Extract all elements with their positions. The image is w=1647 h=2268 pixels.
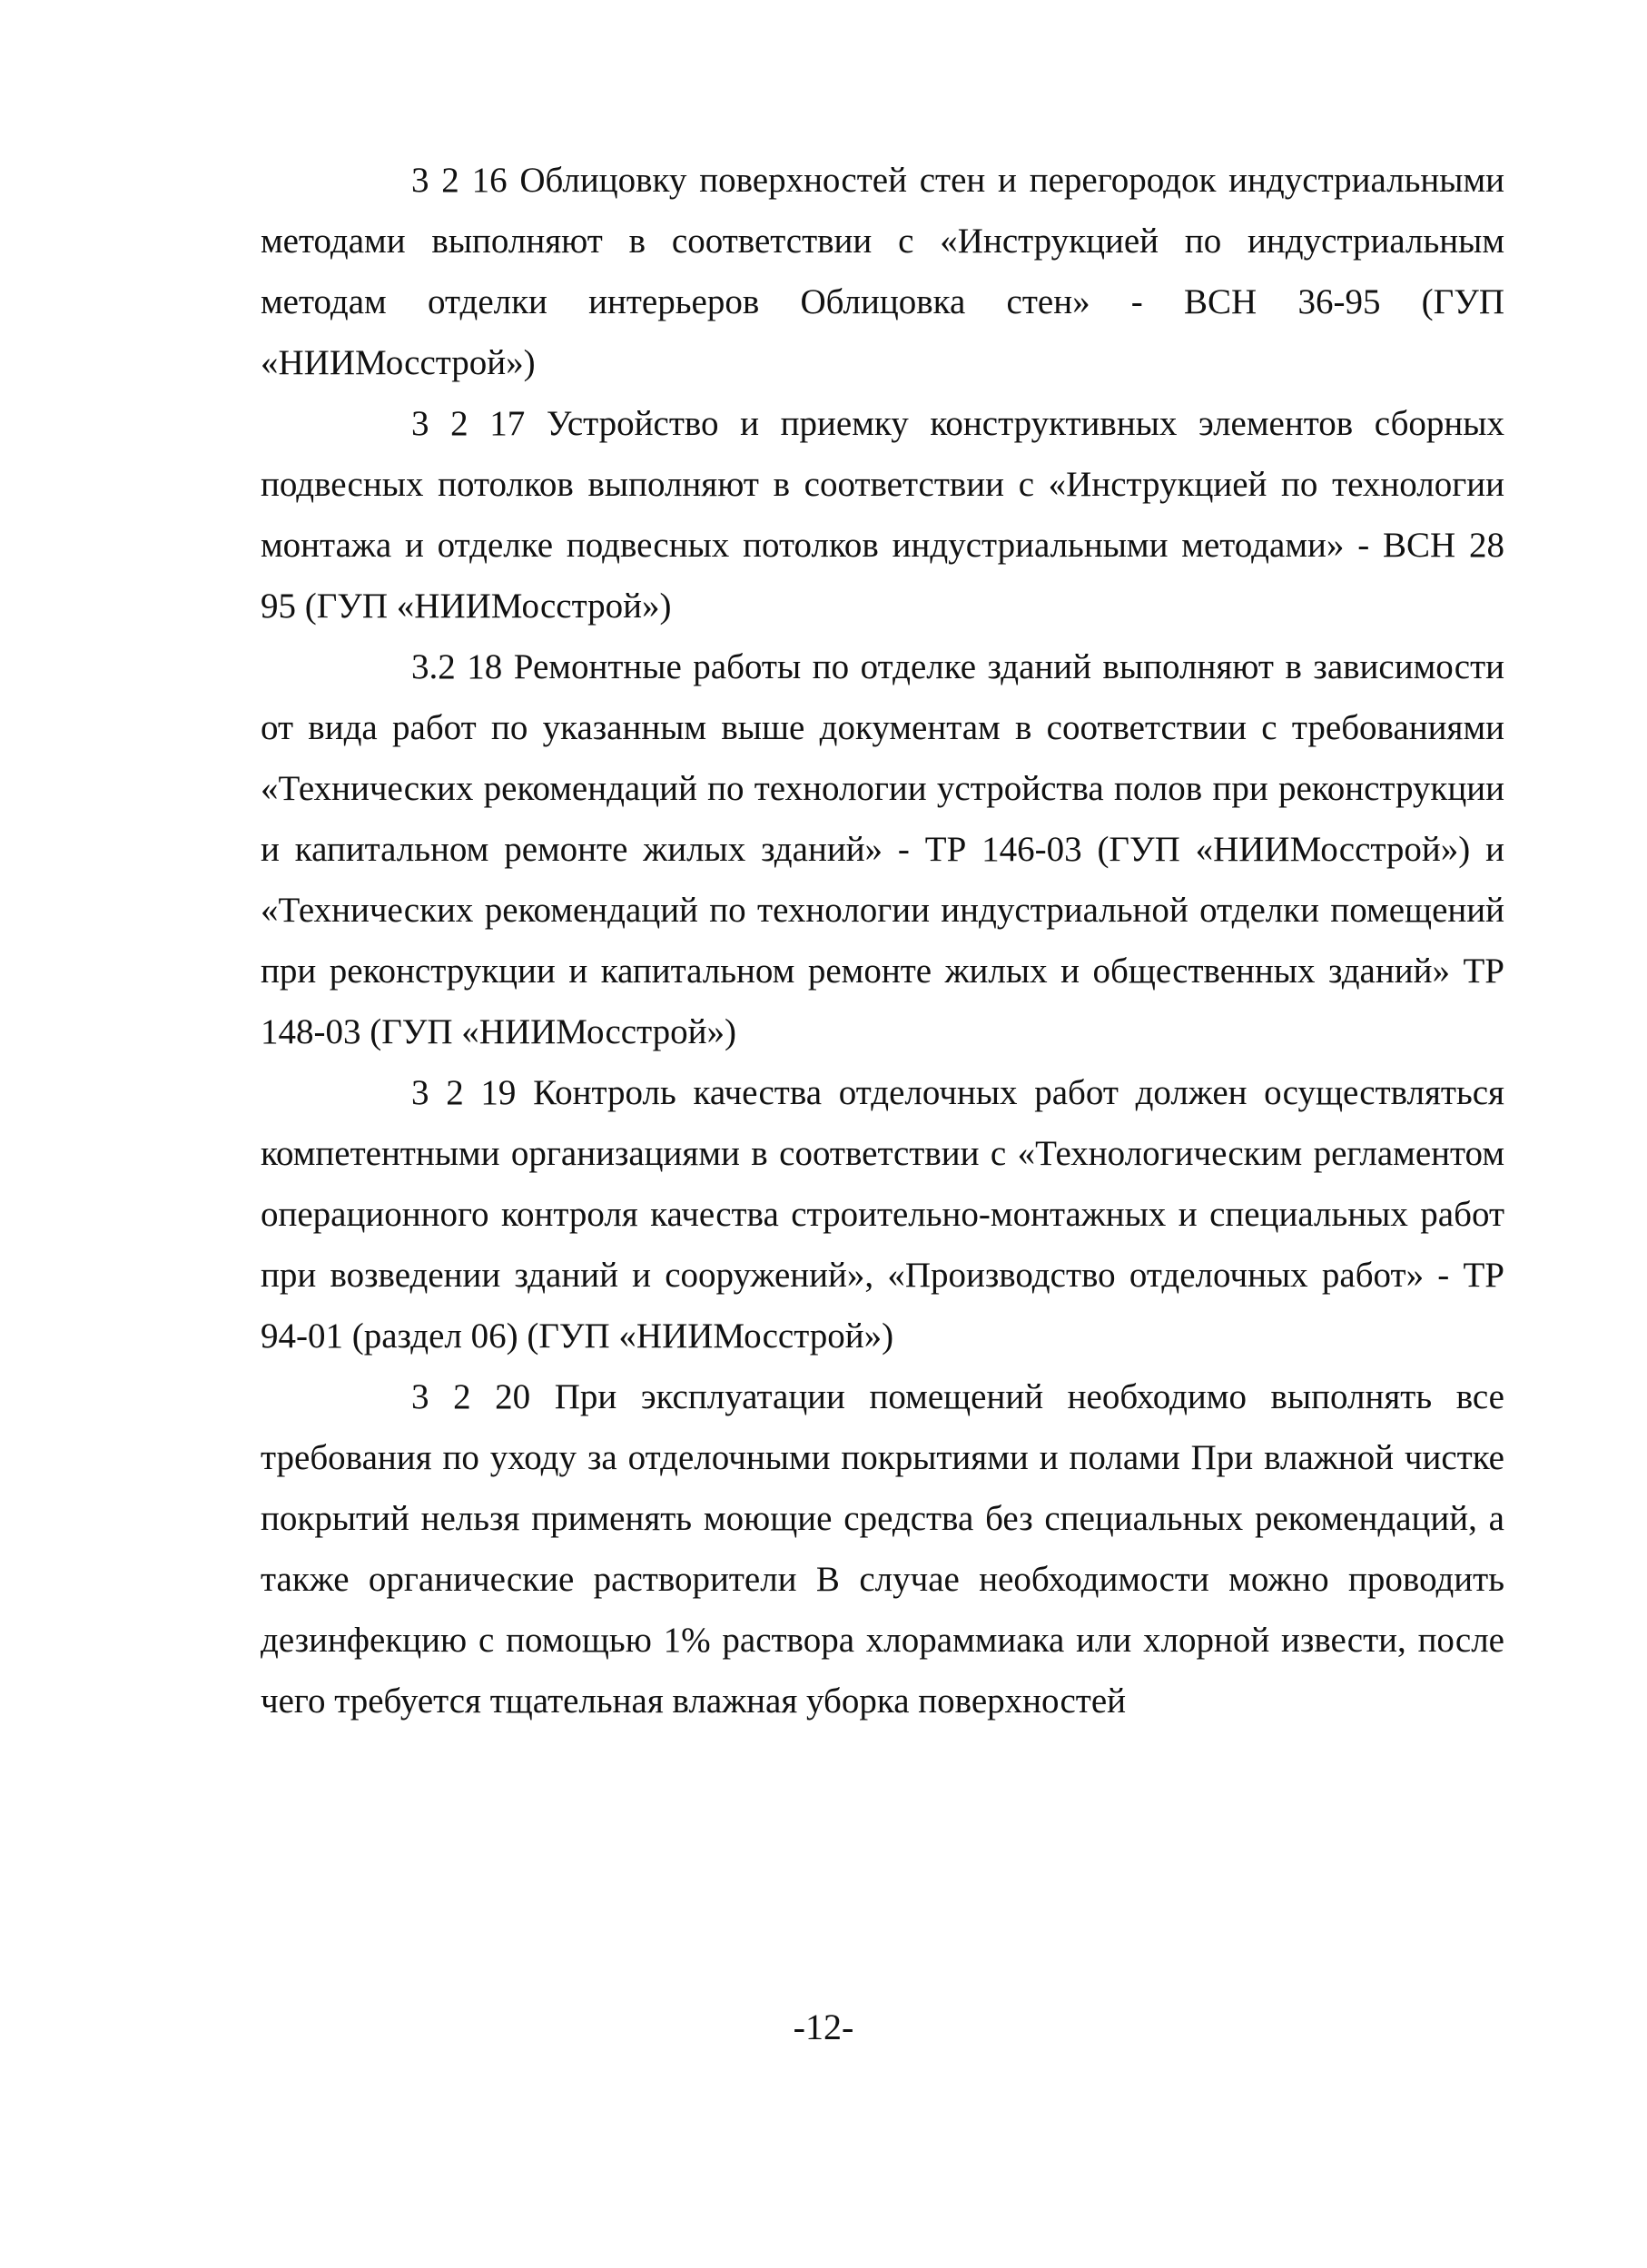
paragraph-3-2-19: 3 2 19 Контроль качества отделочных работ должен осуществляться компетентными организациями в соответствии с «Технологическим регламентом операционного контроля качества строительно-монтажных и специальных работ при возведении зданий и сооружений», «Производство отделочных работ» - ТР 94-01 (раздел 06) (ГУП «НИИМосстрой»): [261, 1073, 1504, 1356]
paragraph-3-2-17: 3 2 17 Устройство и приемку конструктивных элементов сборных подвесных потолков выполняют в соответствии с «Инструкцией по технологии монтажа и отделке подвесных потолков индустриальными методами» - ВСН 28 95 (ГУП «НИИМосстрой»): [261, 404, 1504, 626]
paragraph-3-2-18: 3.2 18 Ремонтные работы по отделке зданий выполняют в зависимости от вида работ по указанным выше документам в соответствии с требованиями «Технических рекомендаций по технологии устройства полов при реконструкции и капитальном ремонте жилых зданий» - ТР 146-03 (ГУП «НИИМосстрой») и «Технических рекомендаций по технологии индустриальной отделки помещений при реконструкции и капитальном ремонте жилых и общественных зданий» ТР 148-03 (ГУП «НИИМосстрой»): [261, 647, 1504, 1051]
paragraph-3-2-20: 3 2 20 При эксплуатации помещений необходимо выполнять все требования по уходу за отделочными покрытиями и полами При влажной чистке покрытий нельзя применять моющие средства без специальных рекомендаций, а также органические растворители В случае необходимости можно проводить дезинфекцию с помощью 1% раствора хлораммиака или хлорной извести, после чего требуется тщательная влажная уборка поверхностей: [261, 1377, 1504, 1721]
page-number: -12-: [793, 2007, 854, 2047]
document-body: [261, 150, 1504, 1731]
paragraph-3-2-16: 3 2 16 Облицовку поверхностей стен и перегородок индустриальными методами выполняют в соответствии с «Инструкцией по индустриальным методам отделки интерьеров Облицовка стен» - ВСН 36-95 (ГУП «НИИМосстрой»): [261, 161, 1504, 382]
